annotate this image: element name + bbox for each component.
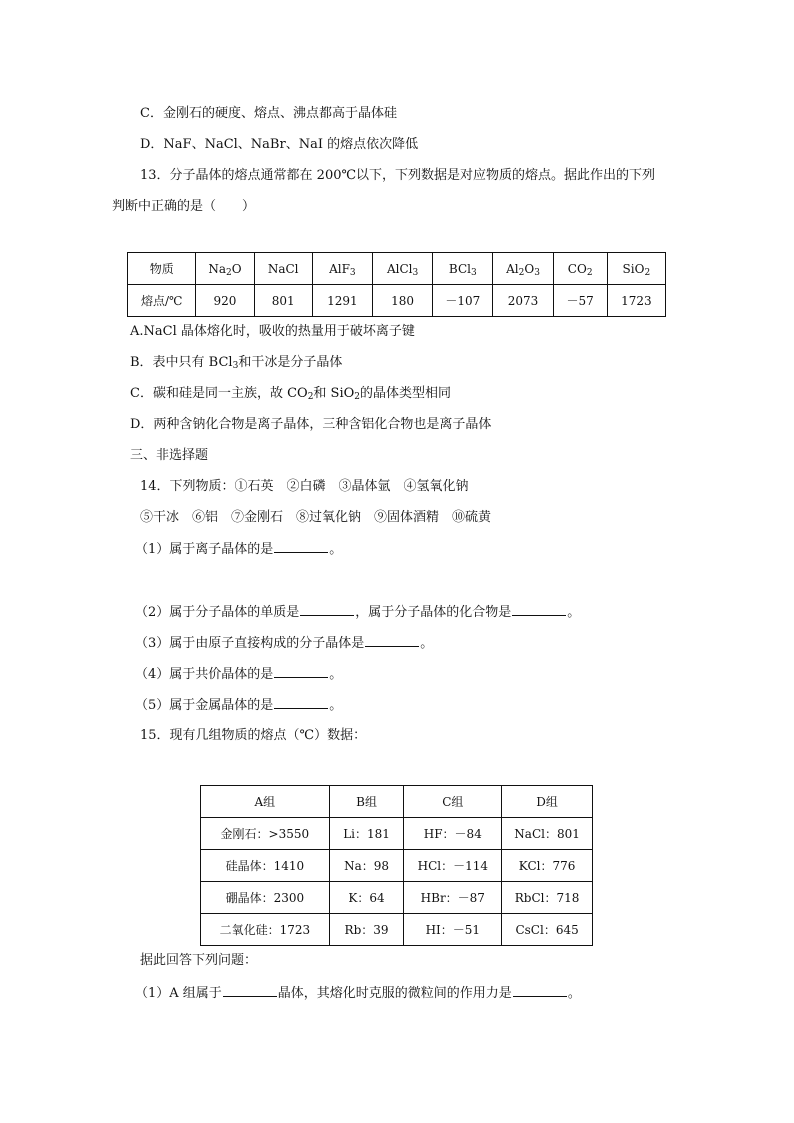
table-row-label: 熔点/℃ bbox=[128, 285, 196, 317]
option-d-q13: D．两种含钠化合物是离子晶体，三种含铝化合物也是离子晶体 bbox=[130, 417, 492, 432]
table-header-cell: AlF$_3$ bbox=[312, 253, 372, 285]
table-header-cell: 物质 bbox=[128, 253, 196, 285]
table-cell: Li：181 bbox=[329, 818, 404, 850]
question-13-line-1: 13．分子晶体的熔点通常都在 200℃以下，下列数据是对应物质的熔点。据此作出的下列 bbox=[140, 168, 656, 183]
table-cell: 180 bbox=[372, 285, 432, 317]
table-row bbox=[201, 818, 593, 850]
option-b-q13: B．表中只有 BCl$_3$和干冰是分子晶体 bbox=[130, 355, 343, 371]
table-header-cell: $Al_2O_3$ bbox=[493, 253, 553, 285]
table-row bbox=[128, 285, 666, 317]
table-header-cell: A组 bbox=[201, 786, 330, 818]
answer-blank bbox=[300, 603, 354, 616]
option-d-q12: D．NaF、NaCl、NaBr、NaI 的熔点依次降低 bbox=[140, 137, 419, 152]
option-c-q12: C．金刚石的硬度、熔点、沸点都高于晶体硅 bbox=[140, 106, 397, 121]
question-15: 15．现有几组物质的熔点（℃）数据： bbox=[140, 728, 367, 743]
table-cell: HCl：－114 bbox=[404, 850, 502, 882]
table-cell: HF：－84 bbox=[404, 818, 502, 850]
table-row bbox=[128, 253, 666, 285]
table-header-cell: B组 bbox=[329, 786, 404, 818]
table-cell: Na：98 bbox=[329, 850, 404, 882]
question-14-part-1: （1）属于离子晶体的是 。 bbox=[135, 542, 343, 557]
table-cell: K：64 bbox=[329, 882, 404, 914]
table-cell: 1291 bbox=[312, 285, 372, 317]
answer-blank bbox=[274, 696, 328, 709]
table-row bbox=[201, 786, 593, 818]
table-header-cell: $CO_2$ bbox=[553, 253, 607, 285]
melting-point-table-q13 bbox=[127, 252, 666, 317]
table-row bbox=[201, 882, 593, 914]
table-header-cell: AlCl$_3$ bbox=[372, 253, 432, 285]
table-header-cell: D组 bbox=[502, 786, 593, 818]
question-15-prompt: 据此回答下列问题： bbox=[140, 953, 258, 968]
table-header-cell: $Na_2O$ bbox=[196, 253, 254, 285]
table-header-cell: NaCl bbox=[254, 253, 312, 285]
table-cell: －57 bbox=[553, 285, 607, 317]
question-14-line-1: 14．下列物质：①石英 ②白磷 ③晶体氩 ④氢氧化钠 bbox=[140, 479, 469, 494]
table-cell: HI：－51 bbox=[404, 914, 502, 946]
table-cell: 硼晶体：2300 bbox=[201, 882, 330, 914]
table-header-cell: SiO$_2$ bbox=[607, 253, 665, 285]
table-cell: 硅晶体：1410 bbox=[201, 850, 330, 882]
section-heading: 三、非选择题 bbox=[130, 448, 209, 463]
answer-blank bbox=[365, 634, 419, 647]
table-row bbox=[201, 914, 593, 946]
question-14-part-4: （4）属于共价晶体的是 。 bbox=[135, 667, 343, 682]
table-cell: 二氧化硅：1723 bbox=[201, 914, 330, 946]
question-15-part-1: （1）A 组属于 晶体，其熔化时克服的微粒间的作用力是 。 bbox=[135, 986, 581, 1001]
answer-blank bbox=[274, 665, 328, 678]
option-c-q13: C．碳和硅是同一主族，故 $CO_2$和 SiO$_2$的晶体类型相同 bbox=[130, 386, 452, 402]
table-cell: CsCl：645 bbox=[502, 914, 593, 946]
table-cell: HBr：－87 bbox=[404, 882, 502, 914]
answer-blank bbox=[274, 540, 328, 553]
table-row bbox=[201, 850, 593, 882]
question-13-line-2: 判断中正确的是（ ） bbox=[112, 199, 256, 214]
table-cell: 金刚石：>3550 bbox=[201, 818, 330, 850]
table-header-cell: C组 bbox=[404, 786, 502, 818]
answer-blank bbox=[513, 984, 567, 997]
table-cell: Rb：39 bbox=[329, 914, 404, 946]
table-cell: 2073 bbox=[493, 285, 553, 317]
answer-blank bbox=[223, 984, 277, 997]
question-14-part-5: （5）属于金属晶体的是 。 bbox=[135, 698, 343, 713]
table-cell: －107 bbox=[433, 285, 493, 317]
answer-blank bbox=[512, 603, 566, 616]
question-14-line-2: ⑤干冰 ⑥铝 ⑦金刚石 ⑧过氧化钠 ⑨固体酒精 ⑩硫黄 bbox=[140, 510, 492, 525]
table-cell: 1723 bbox=[607, 285, 665, 317]
table-cell: 920 bbox=[196, 285, 254, 317]
question-14-part-3: （3）属于由原子直接构成的分子晶体是 。 bbox=[135, 636, 434, 651]
melting-point-table-q15 bbox=[200, 785, 593, 946]
table-cell: KCl：776 bbox=[502, 850, 593, 882]
option-a-q13: A.NaCl 晶体熔化时，吸收的热量用于破坏离子键 bbox=[130, 324, 415, 339]
table-cell: NaCl：801 bbox=[502, 818, 593, 850]
table-header-cell: BCl$_3$ bbox=[433, 253, 493, 285]
table-cell: 801 bbox=[254, 285, 312, 317]
question-14-part-2: （2）属于分子晶体的单质是 ，属于分子晶体的化合物是 。 bbox=[135, 605, 581, 620]
table-cell: RbCl：718 bbox=[502, 882, 593, 914]
